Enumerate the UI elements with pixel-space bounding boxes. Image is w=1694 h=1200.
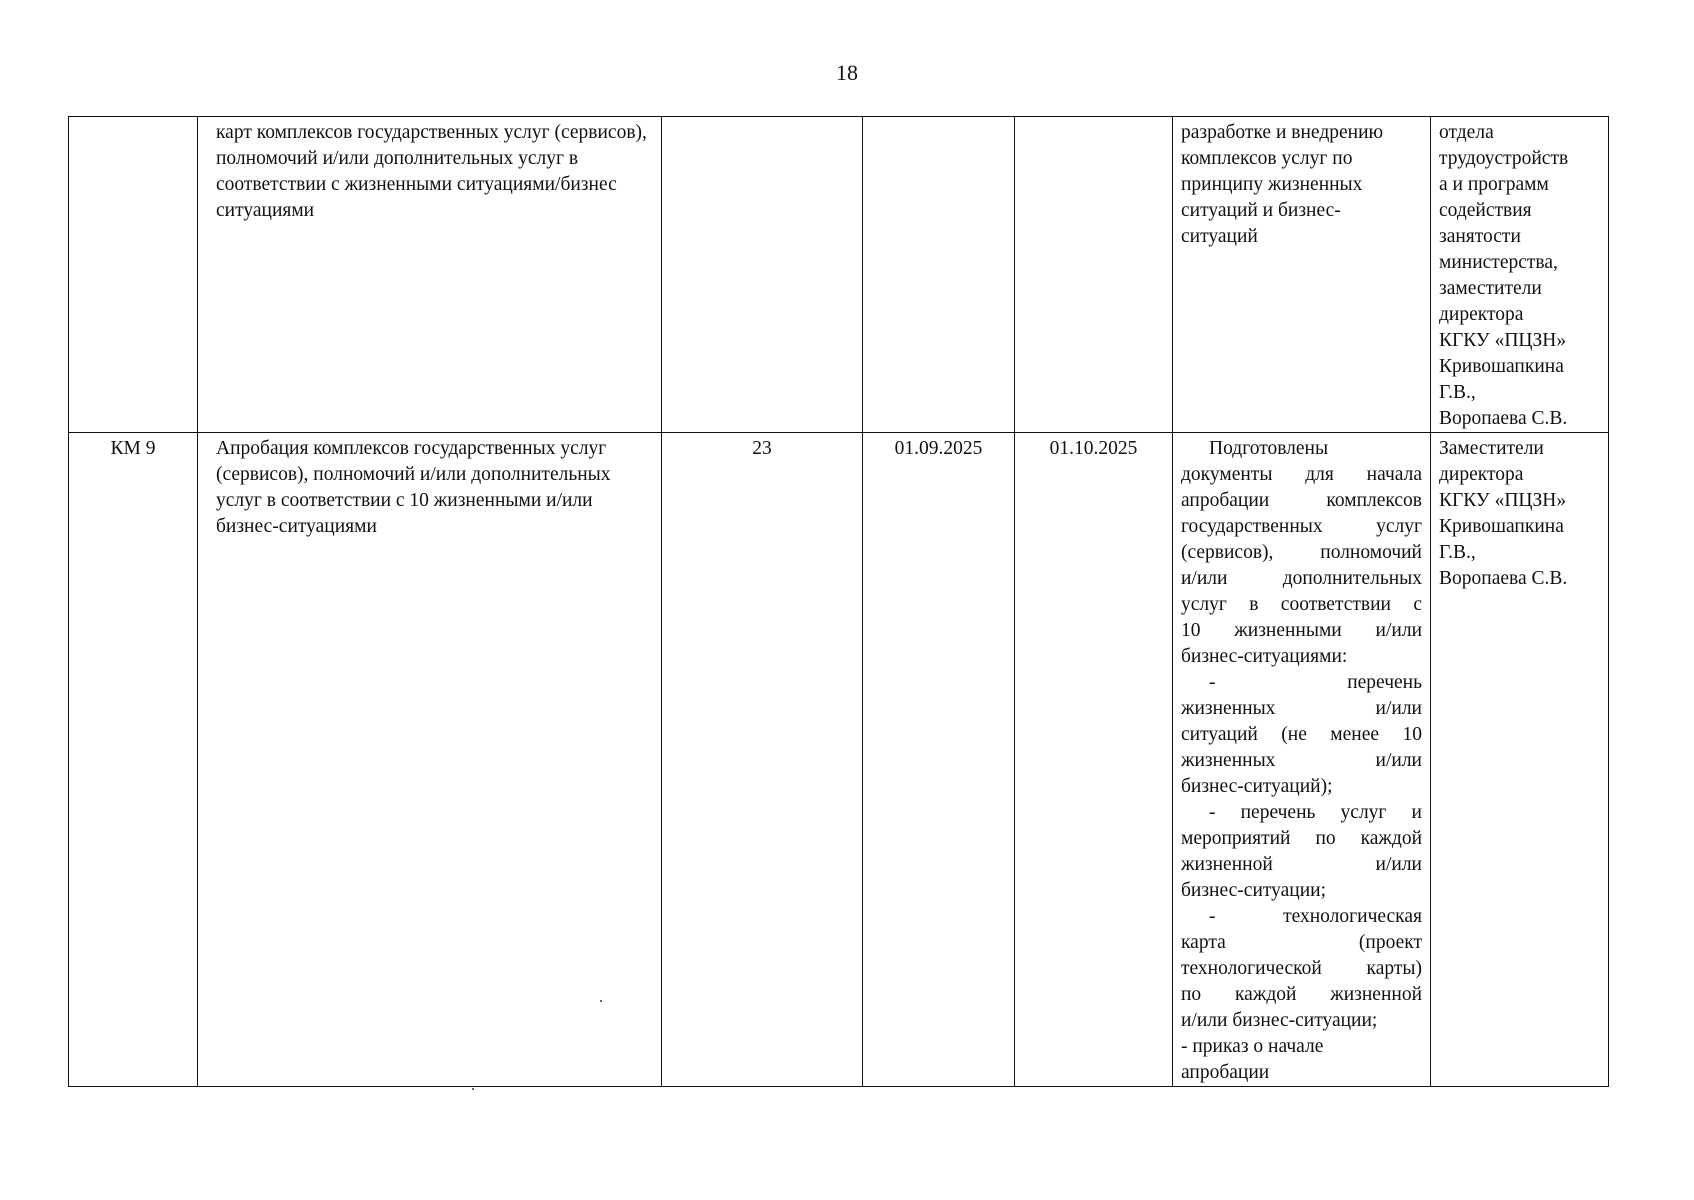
result-line: жизненных и/или bbox=[1181, 698, 1422, 719]
cell-number: КМ 9 bbox=[69, 433, 198, 1087]
result-line: мероприятий по каждой bbox=[1181, 828, 1422, 849]
table-row bbox=[69, 433, 1609, 1087]
responsible-line: Кривошапкина bbox=[1439, 356, 1564, 377]
result-line: технологической карты) bbox=[1181, 958, 1422, 979]
result-line: жизненной и/или bbox=[1181, 854, 1422, 875]
result-line: услуг в соответствии с bbox=[1181, 594, 1422, 615]
plan-table bbox=[68, 116, 1609, 1087]
result-line: - перечень bbox=[1209, 672, 1422, 693]
result-line: Подготовлены bbox=[1209, 438, 1329, 459]
cell-start-date bbox=[863, 117, 1015, 433]
result-line: и/или бизнес-ситуации; bbox=[1181, 1010, 1378, 1031]
cell-value: 23 bbox=[662, 433, 863, 1087]
result-line: бизнес-ситуации; bbox=[1181, 880, 1327, 901]
scan-speck bbox=[472, 1088, 474, 1090]
responsible-line: Г.В., bbox=[1439, 542, 1476, 563]
cell-responsible bbox=[1431, 117, 1609, 433]
page-number: 18 bbox=[836, 60, 858, 85]
result-line: жизненных и/или bbox=[1181, 750, 1422, 771]
cell-result bbox=[1173, 117, 1431, 433]
responsible-line: директора bbox=[1439, 464, 1524, 485]
result-line: государственных услуг bbox=[1181, 516, 1422, 537]
result-line: 10 жизненными и/или bbox=[1181, 620, 1422, 641]
responsible-line: Г.В., bbox=[1439, 382, 1476, 403]
result-line: бизнес-ситуациями: bbox=[1181, 646, 1348, 667]
cell-number bbox=[69, 117, 198, 433]
cell-end-date: 01.10.2025 bbox=[1015, 433, 1173, 1087]
result-line: ситуаций и бизнес- bbox=[1181, 200, 1341, 221]
scan-speck bbox=[600, 1000, 602, 1002]
responsible-line: отдела bbox=[1439, 122, 1494, 143]
result-line: - приказ о начале bbox=[1181, 1036, 1324, 1057]
responsible-line: КГКУ «ПЦЗН» bbox=[1439, 490, 1567, 511]
result-line: - перечень услуг и bbox=[1209, 802, 1422, 823]
responsible-line: Воропаева С.В. bbox=[1439, 408, 1568, 429]
result-line: карта (проект bbox=[1181, 932, 1422, 953]
responsible-line: трудоустройств bbox=[1439, 148, 1569, 169]
responsible-line: Заместители bbox=[1439, 438, 1544, 459]
result-line: принципу жизненных bbox=[1181, 174, 1363, 195]
cell-result bbox=[1173, 433, 1431, 1087]
cell-end-date bbox=[1015, 117, 1173, 433]
result-line: разработке и внедрению bbox=[1181, 122, 1384, 143]
cell-name: Апробация комплексов государственных услуг (сервисов), полномочий и/или дополнительных услуг в соответствии с 10 жизненными и/или бизнес-ситуациями bbox=[198, 433, 662, 1087]
result-line: апробации bbox=[1181, 1062, 1270, 1083]
result-line: документы для начала bbox=[1181, 464, 1422, 485]
responsible-line: занятости bbox=[1439, 226, 1521, 247]
result-line: комплексов услуг по bbox=[1181, 148, 1353, 169]
responsible-line: министерства, bbox=[1439, 252, 1558, 273]
cell-start-date: 01.09.2025 bbox=[863, 433, 1015, 1087]
responsible-line: а и программ bbox=[1439, 174, 1549, 195]
cell-value bbox=[662, 117, 863, 433]
cell-responsible bbox=[1431, 433, 1609, 1087]
result-line: (сервисов), полномочий bbox=[1181, 542, 1422, 563]
responsible-line: содействия bbox=[1439, 200, 1532, 221]
cell-name: карт комплексов государственных услуг (сервисов), полномочий и/или дополнительных услуг в соответствии с жизненными ситуациями/бизнес ситуациями bbox=[198, 117, 662, 433]
result-line: по каждой жизненной bbox=[1181, 984, 1422, 1005]
responsible-line: Кривошапкина bbox=[1439, 516, 1564, 537]
result-line: апробации комплексов bbox=[1181, 490, 1422, 511]
result-line: ситуаций (не менее 10 bbox=[1181, 724, 1422, 745]
result-line: ситуаций bbox=[1181, 226, 1258, 247]
result-line: и/или дополнительных bbox=[1181, 568, 1422, 589]
result-line: бизнес-ситуаций); bbox=[1181, 776, 1333, 797]
table-row bbox=[69, 117, 1609, 433]
responsible-line: Воропаева С.В. bbox=[1439, 568, 1568, 589]
result-line: - технологическая bbox=[1209, 906, 1422, 927]
responsible-line: КГКУ «ПЦЗН» bbox=[1439, 330, 1567, 351]
responsible-line: заместители bbox=[1439, 278, 1542, 299]
responsible-line: директора bbox=[1439, 304, 1524, 325]
